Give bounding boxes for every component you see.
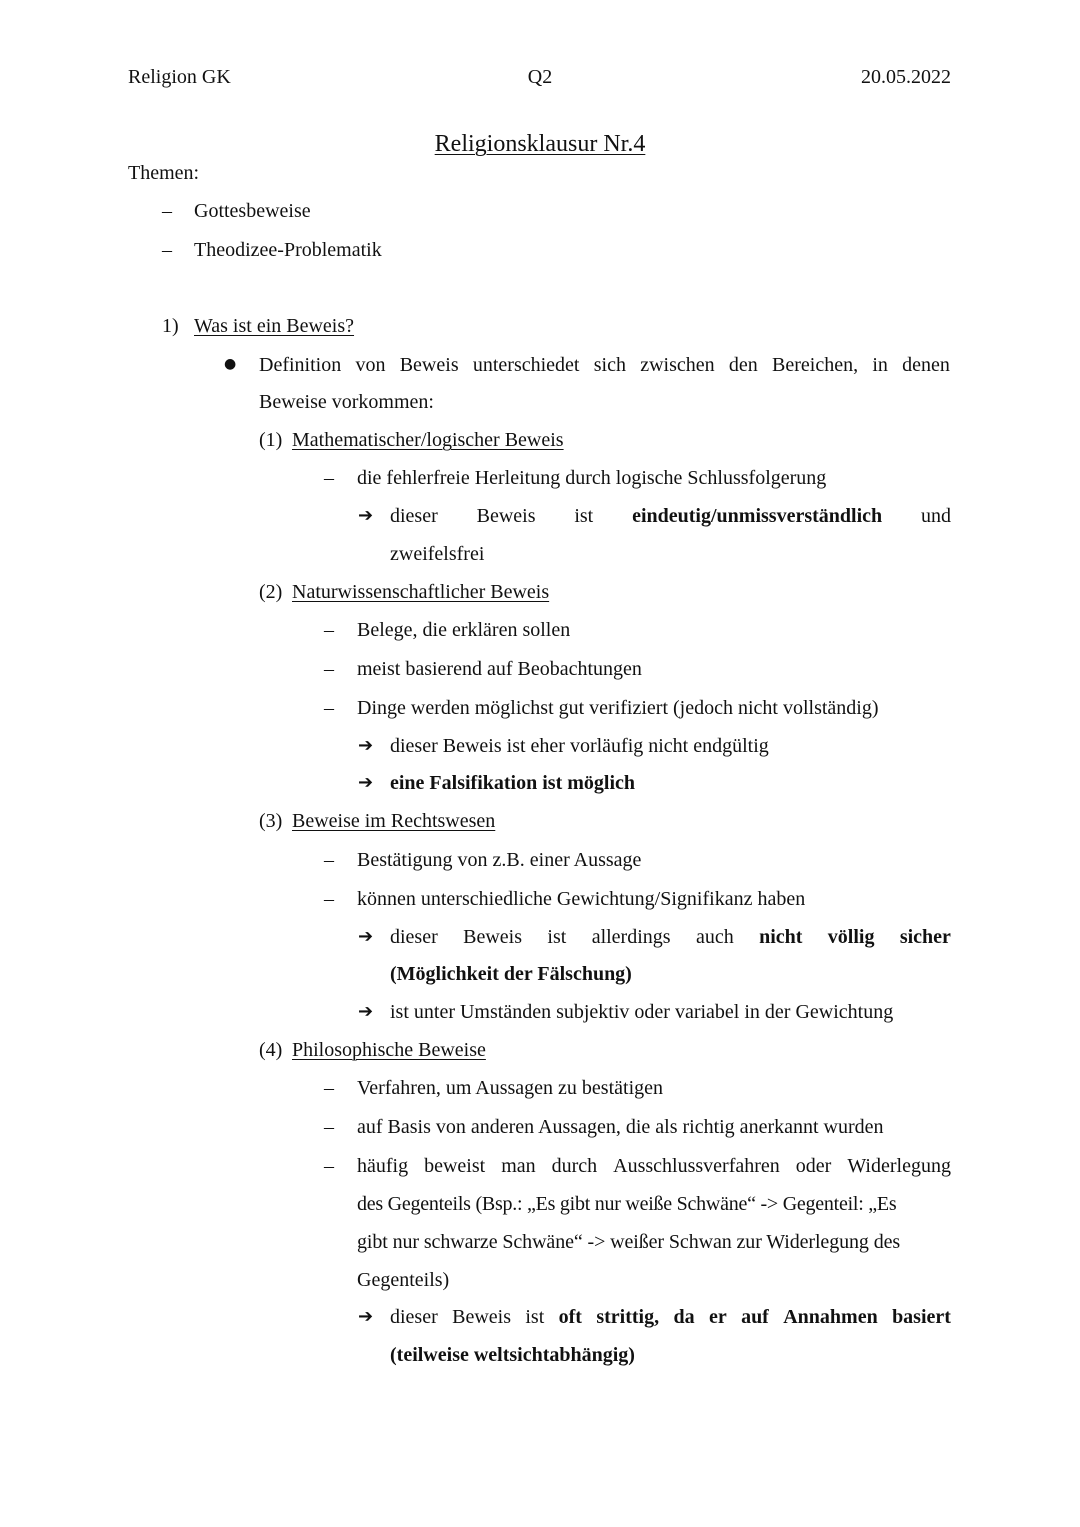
- dash-item: auf Basis von anderen Aussagen, die als richtig anerkannt wurden: [357, 1116, 884, 1138]
- dash-marker: –: [324, 658, 334, 680]
- arrow-icon: ➔: [358, 735, 374, 756]
- dash-marker: –: [324, 619, 334, 641]
- dash-item: die fehlerfreie Herleitung durch logische Schlussfolgerung: [357, 467, 827, 489]
- dash-marker: –: [324, 697, 334, 719]
- arrow-icon: ➔: [358, 505, 374, 526]
- subsection-number: (4): [259, 1039, 283, 1061]
- header-right: 20.05.2022: [861, 66, 951, 88]
- dash-item-line-3: gibt nur schwarze Schwäne“ -> weißer Schwan zur Widerlegung des: [357, 1231, 901, 1253]
- subsection-heading: Mathematischer/logischer Beweis: [292, 429, 564, 451]
- arrow-icon: ➔: [358, 926, 374, 947]
- dash-item: können unterschiedliche Gewichtung/Signifikanz haben: [357, 888, 806, 910]
- dash-marker: –: [324, 467, 334, 489]
- header-center: Q2: [527, 66, 553, 88]
- dash-marker: –: [324, 1155, 334, 1177]
- arrow-icon: ➔: [358, 1306, 374, 1327]
- page-title: Religionsklausur Nr.4: [434, 131, 646, 157]
- dash-marker: –: [324, 1116, 334, 1138]
- dash-marker: –: [162, 239, 172, 261]
- themes-label: Themen:: [128, 162, 200, 184]
- arrow-item: dieser Beweis ist eher vorläufig nicht endgültig: [390, 735, 769, 757]
- intro-line-1: Definition von Beweis unterschiedet sich zwischen den Bereichen, in denen: [259, 354, 950, 376]
- subsection-heading: Philosophische Beweise: [292, 1039, 486, 1061]
- dash-item-line-2: des Gegenteils (Bsp.: „Es gibt nur weiße Schwäne“ -> Gegenteil: „Es: [357, 1193, 897, 1215]
- subsection-number: (3): [259, 810, 283, 832]
- theme-item: Gottesbeweise: [194, 200, 311, 222]
- dash-item: Dinge werden möglichst gut verifiziert (jedoch nicht vollständig): [357, 697, 879, 719]
- arrow-icon: ➔: [358, 772, 374, 793]
- header-left: Religion GK: [128, 66, 231, 88]
- dash-item: meist basierend auf Beobachtungen: [357, 658, 642, 680]
- arrow-item-line-2: (Möglichkeit der Fälschung): [390, 963, 632, 985]
- dash-marker: –: [324, 1077, 334, 1099]
- arrow-item: ist unter Umständen subjektiv oder variabel in der Gewichtung: [390, 1001, 894, 1023]
- arrow-item-line-1: dieser Beweis ist oft strittig, da er auf Annahmen basiert: [390, 1306, 951, 1328]
- dash-item-line-4: Gegenteils): [357, 1269, 450, 1291]
- dash-marker: –: [324, 849, 334, 871]
- dash-marker: –: [324, 888, 334, 910]
- subsection-number: (1): [259, 429, 283, 451]
- bullet-marker: ●: [224, 356, 237, 372]
- subsection-number: (2): [259, 581, 283, 603]
- theme-item: Theodizee-Problematik: [194, 239, 382, 261]
- subsection-heading: Naturwissenschaftlicher Beweis: [292, 581, 550, 603]
- section-number: 1): [162, 315, 179, 337]
- dash-item-line-1: häufig beweist man durch Ausschlussverfahren oder Widerlegung: [357, 1155, 951, 1177]
- arrow-item-line-2: (teilweise weltsichtabhängig): [390, 1344, 635, 1366]
- dash-item: Bestätigung von z.B. einer Aussage: [357, 849, 642, 871]
- dash-item: Belege, die erklären sollen: [357, 619, 571, 641]
- arrow-icon: ➔: [358, 1001, 374, 1022]
- arrow-item-line-2: zweifelsfrei: [390, 543, 485, 565]
- section-heading: Was ist ein Beweis?: [194, 315, 355, 337]
- arrow-item-line-1: dieser Beweis ist allerdings auch nicht völlig sicher: [390, 926, 951, 948]
- intro-line-2: Beweise vorkommen:: [259, 391, 434, 413]
- dash-marker: –: [162, 200, 172, 222]
- arrow-item: eine Falsifikation ist möglich: [390, 772, 635, 794]
- subsection-heading: Beweise im Rechtswesen: [292, 810, 496, 832]
- arrow-item-line-1: dieser Beweis ist eindeutig/unmissverständlich und: [390, 505, 951, 527]
- dash-item: Verfahren, um Aussagen zu bestätigen: [357, 1077, 664, 1099]
